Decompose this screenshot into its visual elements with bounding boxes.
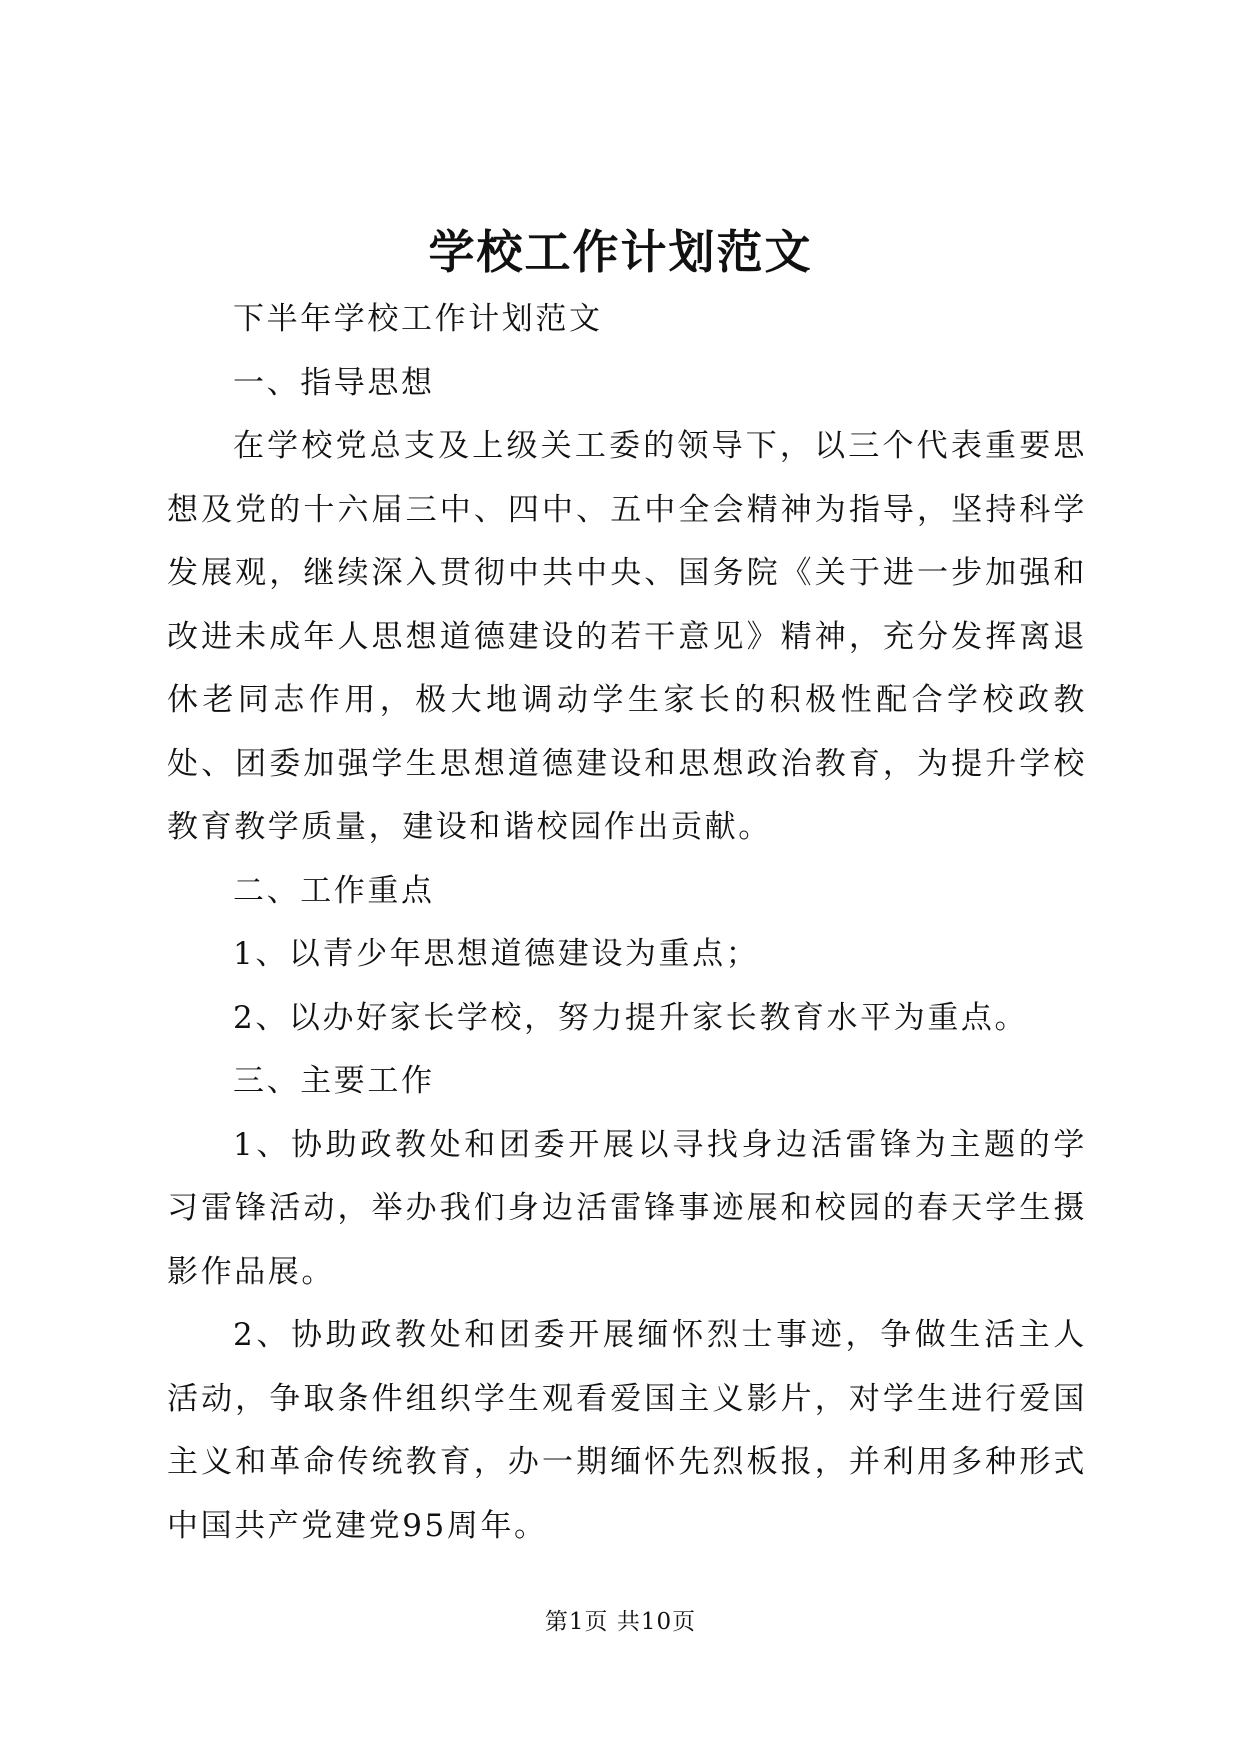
section-heading-work-focus: 二、工作重点 [233,872,435,909]
subtitle-paragraph: 下半年学校工作计划范文 [233,301,603,337]
section-heading-main-work: 三、主要工作 [233,1063,435,1099]
work-focus-item-2: 2、以办好家长学校，努力提升家长教育水平为重点。 [233,999,1029,1036]
work-focus-item-1: 1、以青少年思想道德建设为重点； [233,936,760,972]
main-work-item-1: 1、协助政教处和团委开展以寻找身边活雷锋为主题的学习雷锋活动，举办我们身边活雷锋事迹展和校园的春天学生摄影作品展。 [167,1126,1087,1290]
document-body [167,288,1087,1558]
guiding-ideology-paragraph: 在学校党总支及上级关工委的领导下，以三个代表重要思想及党的十六届三中、四中、五中全会精神为指导，坚持科学发展观，继续深入贯彻中共中央、国务院《关于进一步加强和改进未成年人思想道德建设的若干意见》精神，充分发挥离退休老同志作用，极大地调动学生家长的积极性配合学校政教处、团委加强学生思想道德建设和思想政治教育，为提升学校教育教学质量，建设和谐校园作出贡献。 [167,428,1087,845]
page-number-footer: 第1页 共10页 [544,1609,697,1635]
section-heading-guiding-ideology: 一、指导思想 [233,364,435,401]
main-work-item-2: 2、协助政教处和团委开展缅怀烈士事迹，争做生活主人活动，争取条件组织学生观看爱国主义影片，对学生进行爱国主义和革命传统教育，办一期缅怀先烈板报，并利用多种形式中国共产党建党95周年。 [167,1317,1087,1544]
document-title: 学校工作计划范文 [428,225,813,279]
